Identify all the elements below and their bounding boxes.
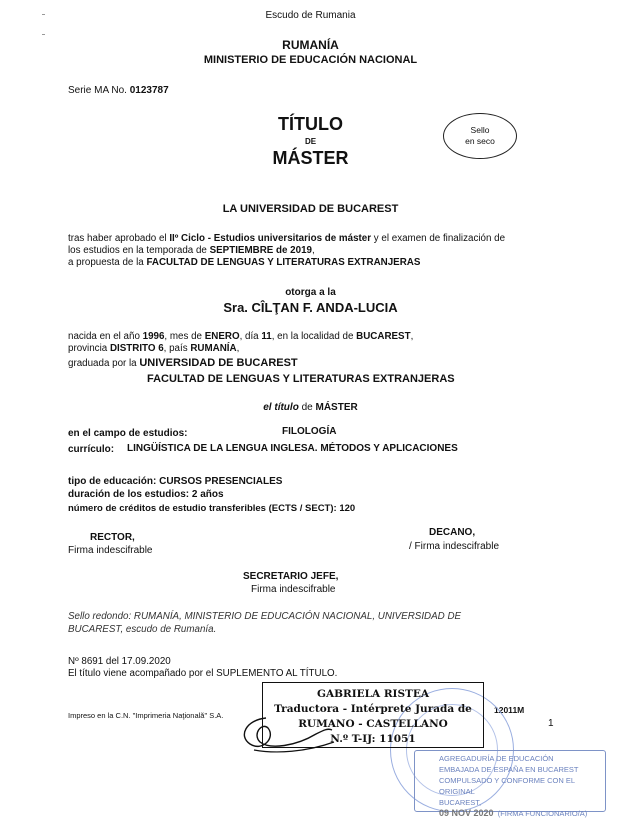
- supplement-note: El título viene acompañado por el SUPLEMENTO AL TÍTULO.: [68, 668, 338, 679]
- birth-line-2: provincia DISTRITO 6, país RUMANÍA,: [68, 343, 240, 354]
- ministry-heading: MINISTERIO DE EDUCACIÓN NACIONAL: [203, 54, 418, 66]
- registry-number: Nº 8691 del 17.09.2020: [68, 656, 171, 667]
- round-seal-line-2: BUCAREST, escudo de Rumanía.: [68, 624, 217, 635]
- graduated-faculty: FACULTAD DE LENGUAS Y LITERATURAS EXTRANJERAS: [147, 373, 455, 385]
- translator-languages: RUMANO - CASTELLANO: [298, 718, 448, 730]
- embassy-certification-stamp: AGREGADURÍA DE EDUCACIÓN EMBAJADA DE ESPAÑA EN BUCAREST COMPULSADO Y CONFORME CON EL ORIGINAL BUCAREST, 09 NOV 2020 (FIRMA FUNCIONARIO/A): [414, 750, 606, 812]
- curriculum-value: LINGÜÍSTICA DE LA LENGUA INGLESA. MÉTODOS Y APLICACIONES: [127, 443, 458, 454]
- form-code: 12011M: [494, 705, 525, 715]
- translator-role: Traductora - Intérprete Jurada de: [274, 703, 472, 715]
- diploma-title: TÍTULO: [278, 114, 343, 134]
- serial-number: Serie MA No. 0123787: [68, 85, 169, 96]
- rector-title: RECTOR,: [90, 532, 135, 543]
- intro-line-1: tras haber aprobado el IIº Ciclo - Estudios universitarios de máster y el examen de finalización de: [68, 233, 506, 244]
- secretary-title: SECRETARIO JEFE,: [243, 571, 339, 582]
- graduated-line: graduada por la UNIVERSIDAD DE BUCAREST: [68, 357, 298, 369]
- education-credits: número de créditos de estudio transferibles (ECTS / SECT): 120: [68, 503, 356, 514]
- country-heading: RUMANÍA: [282, 38, 339, 52]
- coat-of-arms-caption: Escudo de Rumania: [265, 10, 356, 21]
- field-value: FILOLOGÍA: [282, 426, 337, 437]
- printer-note: Impreso en la C.N. "Imprimeria Naţională" S.A.: [68, 711, 224, 720]
- translator-handwritten-signature: [236, 712, 336, 758]
- round-seal-line-1: Sello redondo: RUMANÍA, MINISTERIO DE EDUCACIÓN NACIONAL, UNIVERSIDAD DE: [68, 611, 462, 622]
- education-type: tipo de educación: CURSOS PRESENCIALES: [68, 476, 283, 487]
- scan-mark: [42, 34, 45, 35]
- page-number: 1: [548, 718, 554, 729]
- field-label: en el campo de estudios:: [68, 428, 188, 439]
- recipient-name: Sra. CÎLŢAN F. ANDA-LUCIA: [223, 300, 398, 315]
- translator-name: GABRIELA RISTEA: [317, 688, 429, 700]
- education-duration: duración de los estudios: 2 años: [68, 489, 224, 500]
- degree-title: MÁSTER: [272, 148, 349, 168]
- dry-seal-placeholder: Sello en seco: [443, 113, 517, 159]
- dean-signature: / Firma indescifrable: [409, 541, 500, 552]
- secretary-signature: Firma indescifrable: [251, 584, 336, 595]
- degree-statement: el título de MÁSTER: [263, 402, 358, 413]
- intro-line-2: los estudios en la temporada de SEPTIEMBRE de 2019,: [68, 245, 315, 256]
- dean-title: DECANO,: [429, 527, 476, 538]
- title-connector: DE: [304, 137, 317, 146]
- curriculum-label: currículo:: [68, 444, 115, 455]
- rector-signature: Firma indescifrable: [68, 545, 153, 556]
- grant-text: otorga a la: [285, 287, 336, 298]
- intro-line-3: a propuesta de la FACULTAD DE LENGUAS Y LITERATURAS EXTRANJERAS: [68, 257, 421, 268]
- birth-line-1: nacida en el año 1996, mes de ENERO, día 11, en la localidad de BUCAREST,: [68, 331, 414, 342]
- translator-number: N.º T-IJ: 11051: [330, 733, 416, 745]
- university-heading: LA UNIVERSIDAD DE BUCAREST: [222, 203, 399, 215]
